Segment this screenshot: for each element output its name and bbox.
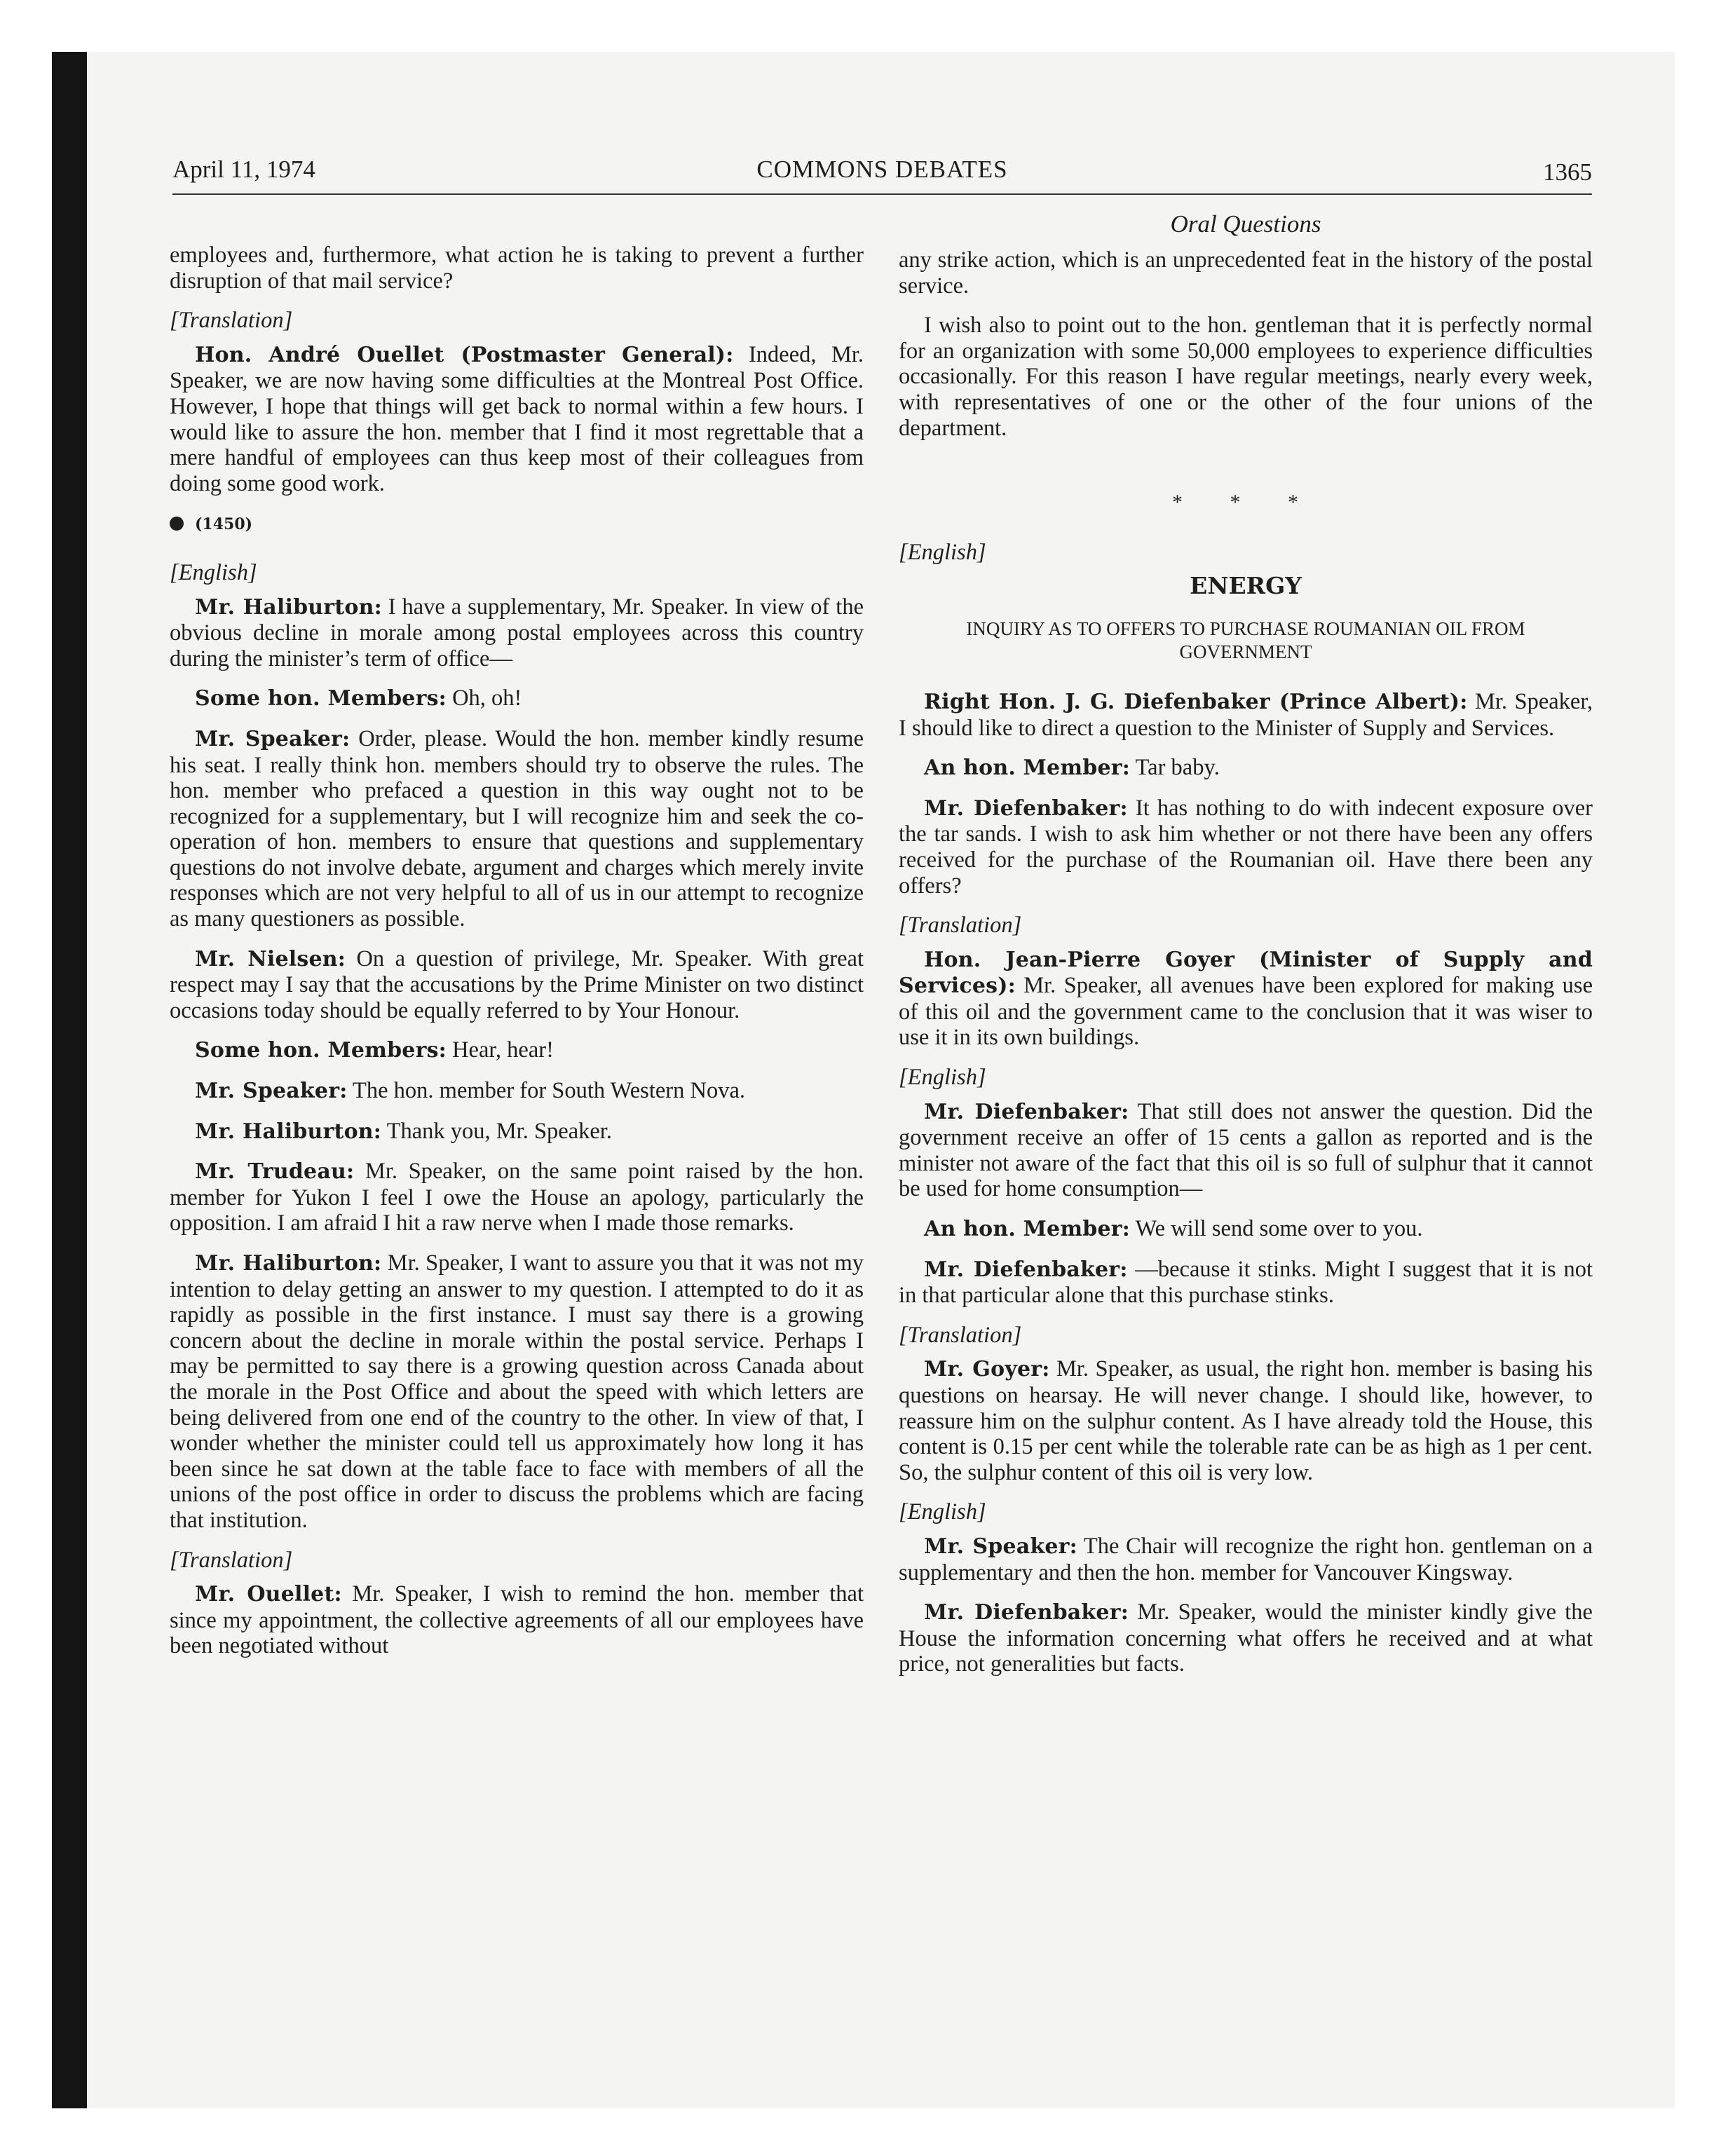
speech-text: Mr. Speaker, all avenues have been explored for making use of this oil and the government came to the conclusion that it was wiser to use it in its own buildings. (899, 973, 1593, 1051)
speaker-name: Mr. Diefenbaker: (924, 1257, 1128, 1282)
speech-text: Mr. Speaker, I wish to remind the hon. member that since my appointment, the collective agreements of all our employees have been negotiated without (170, 1581, 864, 1659)
speech-text: Order, please. Would the hon. member kindly resume his seat. I really think hon. members should try to observe the rules. The hon. member who prefaced a question in this way ought not to be recognized for a supplementary, but I will recognize him and seek the co-operation of hon. members to ensure that questions and supplementary questions do not involve debate, argument and charges which merely invite responses which are not very helpful to all of us in our attempt to recognize as many questioners as possible. (170, 725, 864, 932)
time-marker-text: (1450) (195, 515, 253, 534)
right-column (899, 247, 1593, 1691)
speech-paragraph (899, 1099, 1593, 1202)
speech-paragraph (170, 1159, 864, 1236)
speech-text: Mr. Speaker, on the same point raised by the hon. member for Yukon I feel I owe the House an apology, particularly the opposition. I am afraid I hit a raw nerve when I made those remarks. (170, 1159, 864, 1236)
speaker-name: Mr. Diefenbaker: (924, 1099, 1129, 1124)
speaker-name: Some hon. Members: (195, 1038, 447, 1063)
speaker-name: An hon. Member: (924, 1217, 1131, 1242)
language-marker: [English] (899, 1499, 986, 1525)
speaker-name: Mr. Speaker: (924, 1534, 1077, 1559)
speech-text: Thank you, Mr. Speaker. (381, 1118, 612, 1144)
scan-edge (52, 52, 87, 2108)
speaker-name: Mr. Speaker: (195, 726, 351, 751)
speaker-name: Mr. Haliburton: (195, 594, 382, 620)
speaker-name: Mr. Nielsen: (195, 946, 346, 971)
speaker-name: Mr. Haliburton: (195, 1119, 382, 1144)
speech-text: Mr. Speaker, would the minister kindly give the House the information concerning what offers he received and at what price, not generalities but facts. (899, 1599, 1593, 1677)
speech-text: The Chair will recognize the right hon. gentleman on a supplementary and then the hon. member for Vancouver Kingsway. (899, 1533, 1593, 1585)
speaker-name: Mr. Haliburton: (195, 1251, 382, 1276)
speech-paragraph (170, 342, 864, 497)
section-subtitle: INQUIRY AS TO OFFERS TO PURCHASE ROUMANIAN OIL FROM GOVERNMENT (966, 618, 1525, 662)
speaker-name: Mr. Trudeau: (195, 1159, 355, 1185)
speech-paragraph (899, 1216, 1593, 1243)
speech-paragraph (170, 685, 864, 712)
speech-text: Hear, hear! (446, 1037, 554, 1063)
speech-paragraph (899, 755, 1593, 782)
speech-paragraph (899, 689, 1593, 741)
speech-paragraph (170, 1037, 864, 1064)
speech-paragraph (170, 594, 864, 672)
bullet-icon (170, 517, 184, 531)
paragraph: I wish also to point out to the hon. gentleman that it is perfectly normal for an organization with some 50,000 employees to experience difficulties occasionally. For this reason I have regular meetings, nearly every week, with representatives of one or the other of the four unions of the department. (899, 313, 1593, 441)
speech-text: Mr. Speaker, I should like to direct a question to the Minister of Supply and Services. (899, 688, 1593, 741)
speech-text: That still does not answer the question. Did the government receive an offer of 15 cents a gallon as reported and is the minister not aware of the fact that this oil is so full of sulphur that it cannot be used for home consumption— (899, 1098, 1593, 1202)
speech-paragraph (170, 1250, 864, 1534)
speech-paragraph (170, 726, 864, 932)
speech-paragraph (899, 796, 1593, 899)
speaker-name: Mr. Diefenbaker: (924, 1600, 1129, 1625)
time-marker (170, 512, 864, 538)
speech-paragraph (170, 946, 864, 1024)
speech-text: The hon. member for South Western Nova. (347, 1078, 745, 1104)
speaker-name: An hon. Member: (924, 756, 1131, 781)
language-marker: [Translation] (170, 1547, 293, 1573)
speaker-name: Hon. Jean-Pierre Goyer (Minister of Supply and Services): (899, 947, 1593, 999)
speaker-name: Mr. Ouellet: (195, 1582, 342, 1607)
speech-text: Indeed, Mr. Speaker, we are now having some difficulties at the Montreal Post Office. However, I hope that things will get back to normal within a few hours. I would like to assure the hon. member that I find it most regrettable that a mere handful of employees can thus keep most of their colleagues from doing some good work. (170, 341, 864, 496)
speech-text: Oh, oh! (446, 685, 522, 711)
language-marker: [English] (170, 559, 257, 585)
speaker-name: Right Hon. J. G. Diefenbaker (Prince Albert): (924, 689, 1468, 714)
speaker-name: Mr. Goyer: (924, 1357, 1050, 1382)
speaker-name: Mr. Speaker: (195, 1079, 348, 1104)
speaker-name: Some hon. Members: (195, 686, 447, 711)
language-marker: [English] (899, 539, 986, 565)
language-marker: [Translation] (899, 1322, 1022, 1348)
speech-paragraph (170, 1119, 864, 1145)
speech-paragraph (170, 1078, 864, 1105)
language-marker: [Translation] (170, 308, 293, 334)
speech-text: Mr. Speaker, as usual, the right hon. member is basing his questions on hearsay. He will never change. I should like, however, to reassure him on the sulphur content. As I have already told the House, this content is 0.15 per cent while the tolerable rate can be as high as 1 per cent. So, the sulphur content of this oil is very low. (899, 1356, 1593, 1485)
speech-text: On a question of privilege, Mr. Speaker. With great respect may I say that the accusations by the Prime Minister on two distinct occasions today should be equally referred to by Your Honour. (170, 946, 864, 1023)
speech-text: We will send some over to you. (1130, 1216, 1423, 1242)
speech-text: It has nothing to do with indecent exposure over the tar sands. I wish to ask him whether or not there have been any offers received for the purchase of the Roumanian oil. Have there been any offers? (899, 795, 1593, 899)
left-column (170, 243, 864, 1673)
header-title: COMMONS DEBATES (756, 156, 1008, 183)
language-marker: [English] (899, 1065, 986, 1091)
paragraph: employees and, furthermore, what action he is taking to prevent a further disruption of that mail service? (170, 243, 864, 294)
speech-paragraph (899, 1257, 1593, 1309)
speaker-name: Mr. Diefenbaker: (924, 796, 1128, 821)
speaker-name: Hon. André Ouellet (Postmaster General): (195, 342, 734, 367)
language-marker: [Translation] (899, 913, 1022, 939)
speech-text: I have a supplementary, Mr. Speaker. In view of the obvious decline in morale among postal employees across this country during the minister’s term of office— (170, 594, 864, 671)
speech-paragraph (899, 1356, 1593, 1485)
speech-text: Tar baby. (1130, 755, 1220, 781)
paragraph: any strike action, which is an unprecedented feat in the history of the postal service. (899, 247, 1593, 299)
section-heading: Oral Questions (1170, 210, 1321, 238)
speech-text: Mr. Speaker, I want to assure you that it was not my intention to delay getting an answer to my question. I attempted to do it as rapidly as possible in the first instance. I must say there is a growing concern about the decline in morale within the postal service. Perhaps I may be permitted to say there is a growing question across Canada about the morale in the Post Office and about the speed with which letters are being delivered from one end of the country to the other. In view of that, I wonder whether the minister could tell us approximately how long it has been since he sat down at the table face to face with members of all the unions of the post office in order to discuss the problems which are facing that institution. (170, 1250, 864, 1533)
speech-paragraph (899, 947, 1593, 1051)
speech-paragraph (899, 1599, 1593, 1677)
section-title: ENERGY (1190, 572, 1302, 600)
section-separator: * * * (1172, 491, 1319, 514)
speech-paragraph (170, 1581, 864, 1659)
speech-text: —because it stinks. Might I suggest that it is not in that particular alone that this purchase stinks. (899, 1256, 1593, 1309)
page-number: 1365 (1543, 158, 1592, 186)
page-header (172, 153, 1592, 195)
header-date: April 11, 1974 (172, 156, 315, 183)
speech-paragraph (899, 1534, 1593, 1585)
